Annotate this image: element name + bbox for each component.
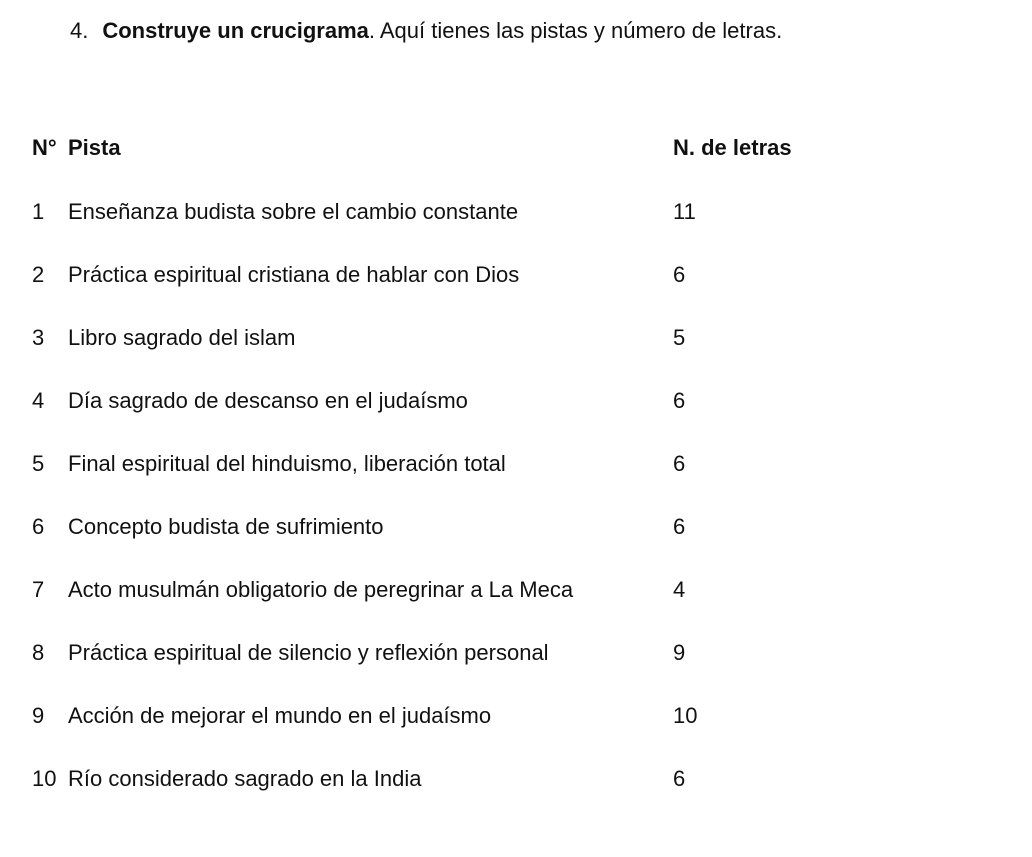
row-clue: Enseñanza budista sobre el cambio constante — [68, 199, 519, 224]
row-number: 10 — [32, 766, 57, 791]
row-number: 3 — [32, 325, 45, 350]
header-clue: Pista — [68, 135, 121, 160]
row-clue: Acto musulmán obligatorio de peregrinar a La Meca — [68, 577, 574, 602]
row-letters: 6 — [673, 451, 686, 476]
row-letters: 6 — [673, 766, 686, 791]
row-number: 2 — [32, 262, 45, 287]
exercise-title-bold: Construye un crucigrama — [102, 18, 369, 43]
row-clue: Concepto budista de sufrimiento — [68, 514, 384, 539]
row-letters: 6 — [673, 262, 686, 287]
row-letters: 9 — [673, 640, 686, 665]
row-number: 1 — [32, 199, 45, 224]
row-letters: 5 — [673, 325, 686, 350]
crossword-clue-table — [32, 0, 1022, 857]
row-letters: 6 — [673, 514, 686, 539]
row-clue: Río considerado sagrado en la India — [68, 766, 422, 791]
header-number: N° — [32, 135, 57, 160]
row-number: 5 — [32, 451, 45, 476]
row-clue: Práctica espiritual de silencio y reflexión personal — [68, 640, 549, 665]
row-clue: Final espiritual del hinduismo, liberación total — [68, 451, 506, 476]
row-clue: Práctica espiritual cristiana de hablar con Dios — [68, 262, 520, 287]
row-letters: 4 — [673, 577, 686, 602]
row-number: 7 — [32, 577, 45, 602]
header-letters: N. de letras — [673, 135, 792, 160]
row-clue: Día sagrado de descanso en el judaísmo — [68, 388, 468, 413]
row-clue: Acción de mejorar el mundo en el judaísmo — [68, 703, 492, 728]
row-number: 8 — [32, 640, 45, 665]
exercise-title-rest: . Aquí tienes las pistas y número de letras. — [368, 18, 783, 43]
row-letters: 11 — [673, 199, 696, 224]
row-number: 6 — [32, 514, 45, 539]
row-letters: 6 — [673, 388, 686, 413]
row-number: 9 — [32, 703, 45, 728]
exercise-number: 4. — [70, 18, 89, 43]
row-number: 4 — [32, 388, 45, 413]
row-clue: Libro sagrado del islam — [68, 325, 296, 350]
row-letters: 10 — [673, 703, 698, 728]
